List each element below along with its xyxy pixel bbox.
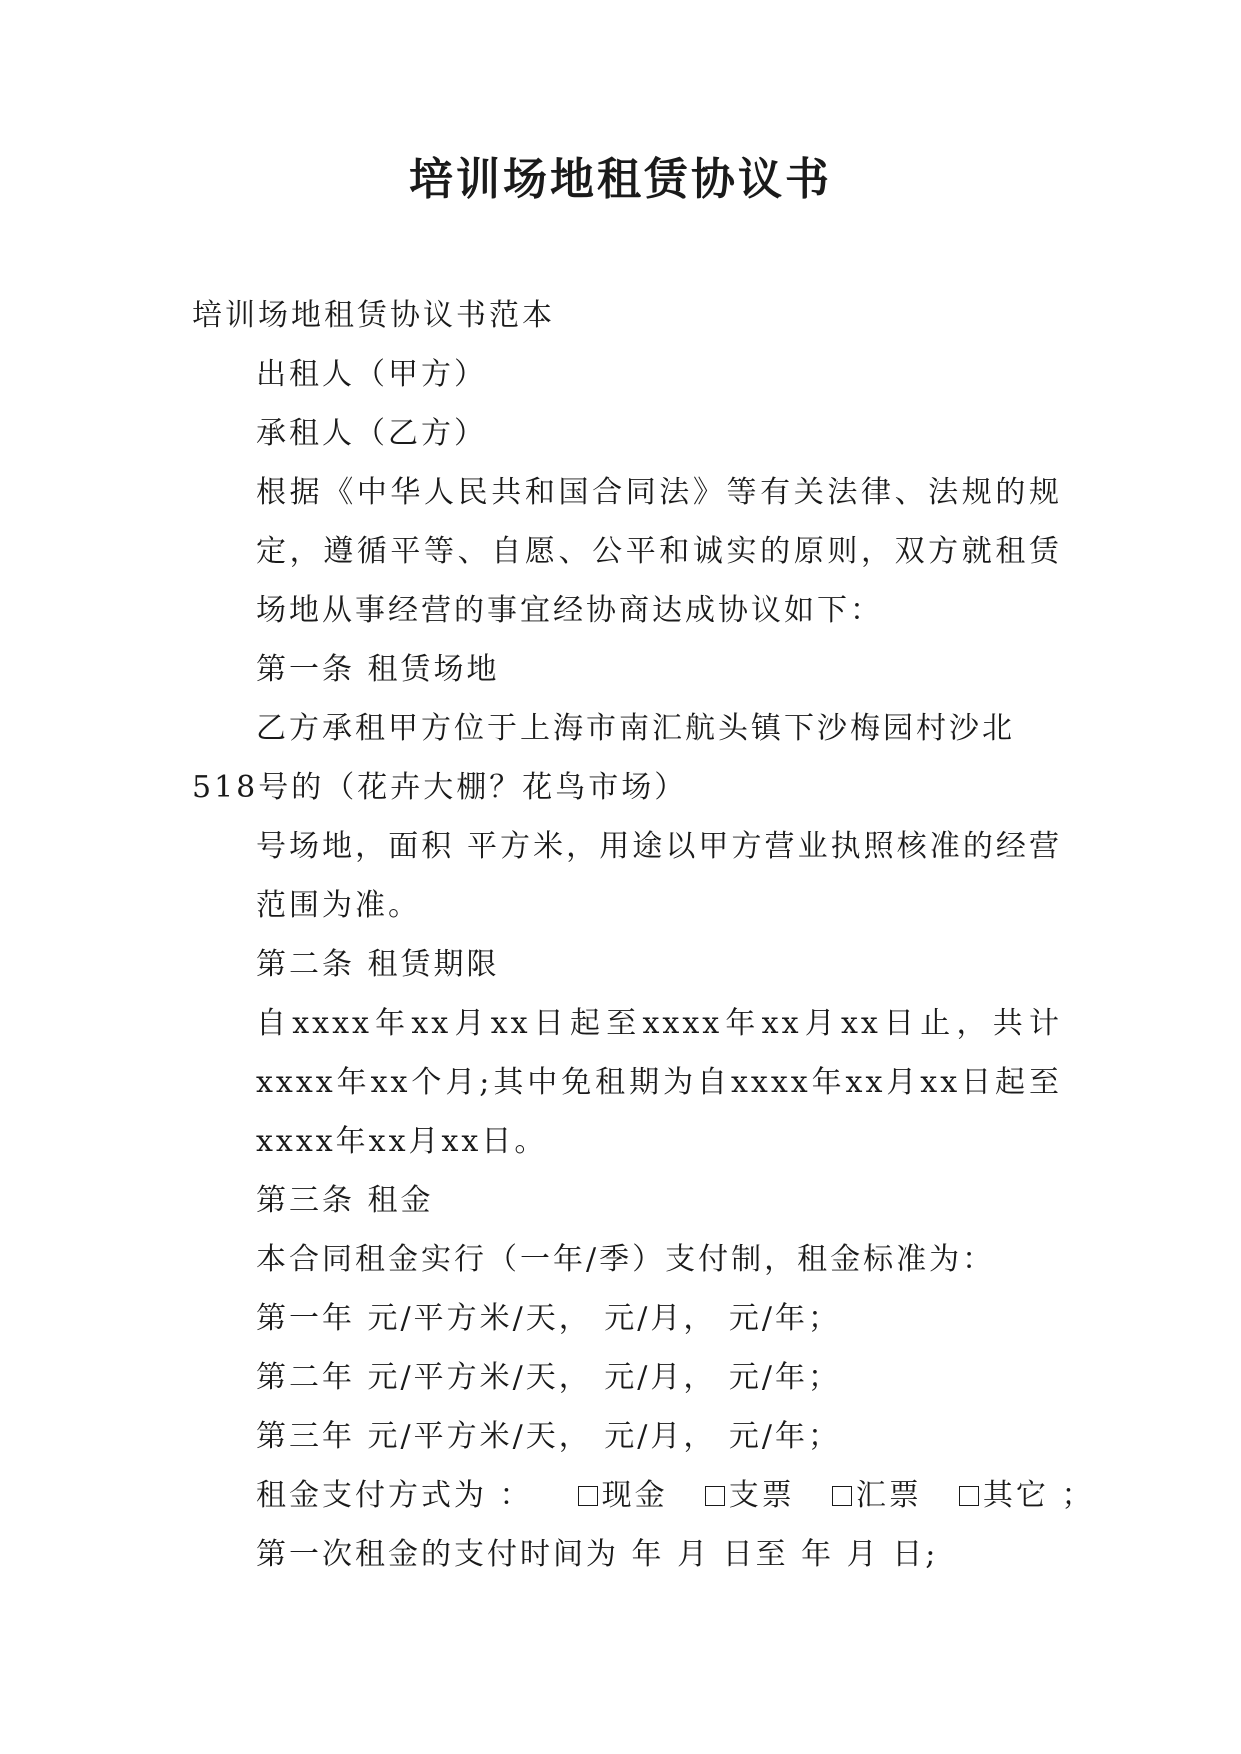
checkbox-draft[interactable]	[832, 1486, 852, 1506]
payment-option-other: 其它	[982, 1478, 1049, 1513]
checkbox-other[interactable]	[959, 1486, 979, 1506]
article3-intro: 本合同租金实行（一年/季）支付制，租金标准为：	[256, 1242, 996, 1277]
lessee-line: 承租人（乙方）	[256, 416, 487, 451]
document-title: 培训场地租赁协议书	[409, 154, 832, 205]
document-body	[192, 286, 1095, 1584]
payment-method-label: 租金支付方式为 ：	[256, 1478, 533, 1513]
payment-option-draft: 汇票	[855, 1478, 922, 1513]
intro-paragraph: 根据《中华人民共和国合同法》等有关法律、法规的规定，遵循平等、自愿、公平和诚实的原则，双方就租赁场地从事经营的事宜经协商达成协议如下：	[256, 475, 1062, 628]
article1-text2: 号场地，面积 平方米，用途以甲方营业执照核准的经营范围为准。	[256, 829, 1062, 923]
payment-option-cash: 现金	[601, 1478, 668, 1513]
article3-heading: 第三条 租金	[256, 1183, 434, 1218]
checkbox-cash[interactable]	[578, 1486, 598, 1506]
rent-year2: 第二年 元/平方米/天， 元/月， 元/年；	[256, 1360, 842, 1395]
first-payment-line: 第一次租金的支付时间为 年 月 日至 年 月 日;	[256, 1537, 939, 1572]
article2-text: 自xxxx年xx月xx日起至xxxx年xx月xx日止，共计xxxx年xx个月;其中免租期为自xxxx年xx月xx日起至xxxx年xx月xx日。	[256, 1006, 1062, 1159]
rent-year1: 第一年 元/平方米/天， 元/月， 元/年；	[256, 1301, 842, 1336]
payment-option-cheque: 支票	[728, 1478, 795, 1513]
article1-text-line1: 乙方承租甲方位于上海市南汇航头镇下沙梅园村沙北	[256, 711, 1015, 746]
payment-method-end: ；	[1061, 1478, 1095, 1513]
rent-year3: 第三年 元/平方米/天， 元/月， 元/年；	[256, 1419, 842, 1454]
lessor-line: 出租人（甲方）	[256, 357, 487, 392]
checkbox-cheque[interactable]	[705, 1486, 725, 1506]
payment-method-line	[192, 1466, 1095, 1525]
document-subtitle: 培训场地租赁协议书范本	[192, 298, 555, 333]
article1-heading: 第一条 租赁场地	[256, 652, 500, 687]
article2-heading: 第二条 租赁期限	[256, 947, 500, 982]
article1-text-line2: 518号的（花卉大棚？花鸟市场）	[192, 770, 688, 805]
